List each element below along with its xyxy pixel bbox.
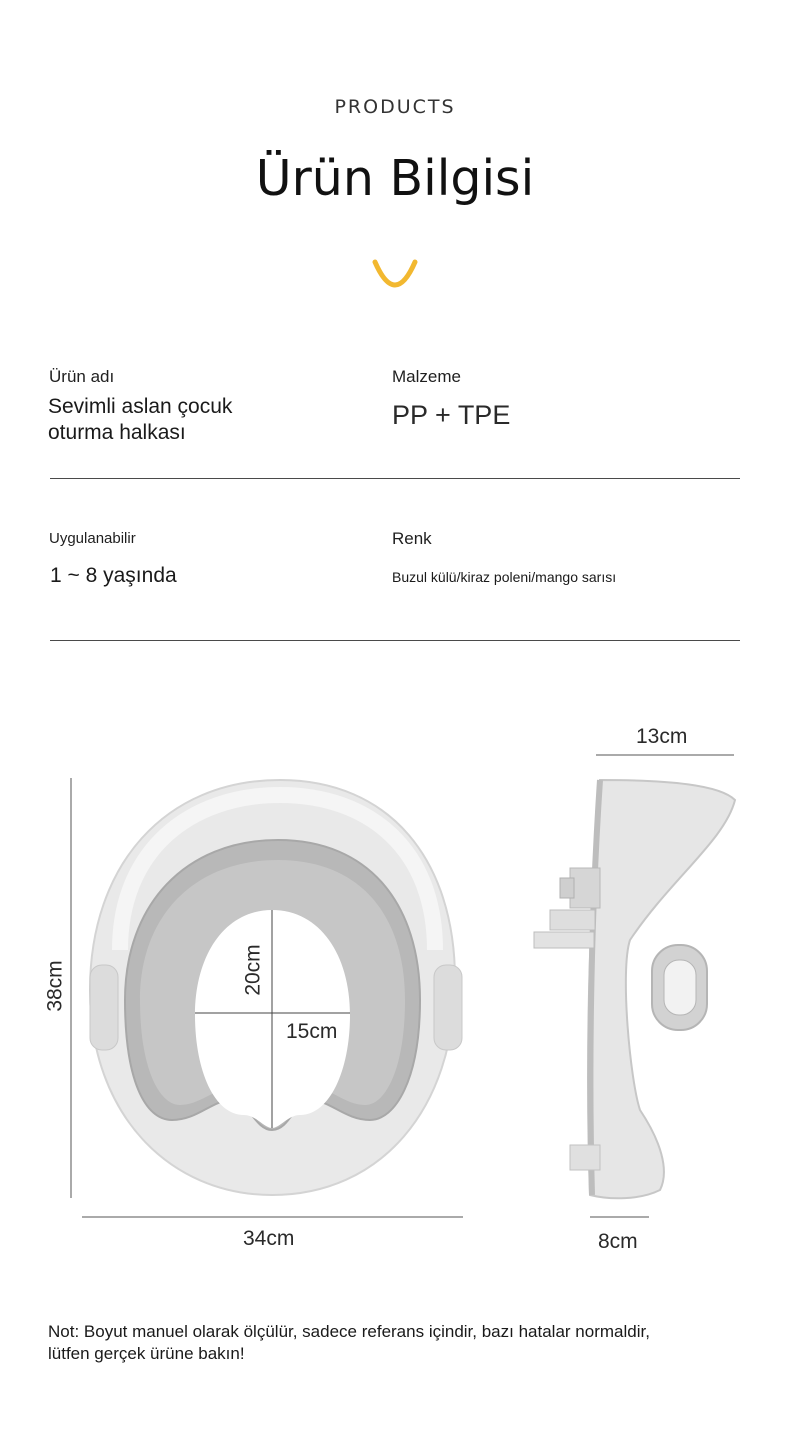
width-dimension: 34cm (243, 1227, 295, 1250)
material-value: PP + TPE (392, 400, 511, 430)
section-kicker: PRODUCTS (334, 96, 456, 118)
side-base-dimension: 8cm (598, 1230, 638, 1253)
product-name-value (48, 394, 232, 446)
page-title: Ürün Bilgisi (255, 150, 535, 207)
color-value: Buzul külü/kiraz poleni/mango sarısı (392, 569, 617, 585)
product-name-label: Ürün adı (49, 367, 115, 386)
side-depth-dimension: 13cm (636, 725, 688, 748)
applicable-value: 1 ~ 8 yaşında (50, 564, 177, 587)
divider (50, 640, 740, 641)
hole-height-dimension: 20cm (241, 944, 265, 996)
seat-front-illustration (0, 770, 500, 1240)
note-line2: lütfen gerçek ürüne bakın! (48, 1344, 245, 1363)
seat-side-illustration (520, 750, 750, 1250)
product-name-line1: Sevimli aslan çocuk (48, 395, 233, 418)
height-dimension: 38cm (43, 960, 67, 1012)
product-name-line2: oturma halkası (48, 421, 186, 444)
color-label: Renk (392, 529, 432, 548)
applicable-label: Uygulanabilir (49, 530, 136, 547)
smile-icon (371, 258, 419, 294)
hole-width-dimension: 15cm (286, 1020, 338, 1043)
material-label: Malzeme (392, 367, 461, 386)
divider (50, 478, 740, 479)
measurement-note (48, 1321, 768, 1365)
note-line1: Not: Boyut manuel olarak ölçülür, sadece referans içindir, bazı hatalar normaldir, (48, 1322, 650, 1341)
